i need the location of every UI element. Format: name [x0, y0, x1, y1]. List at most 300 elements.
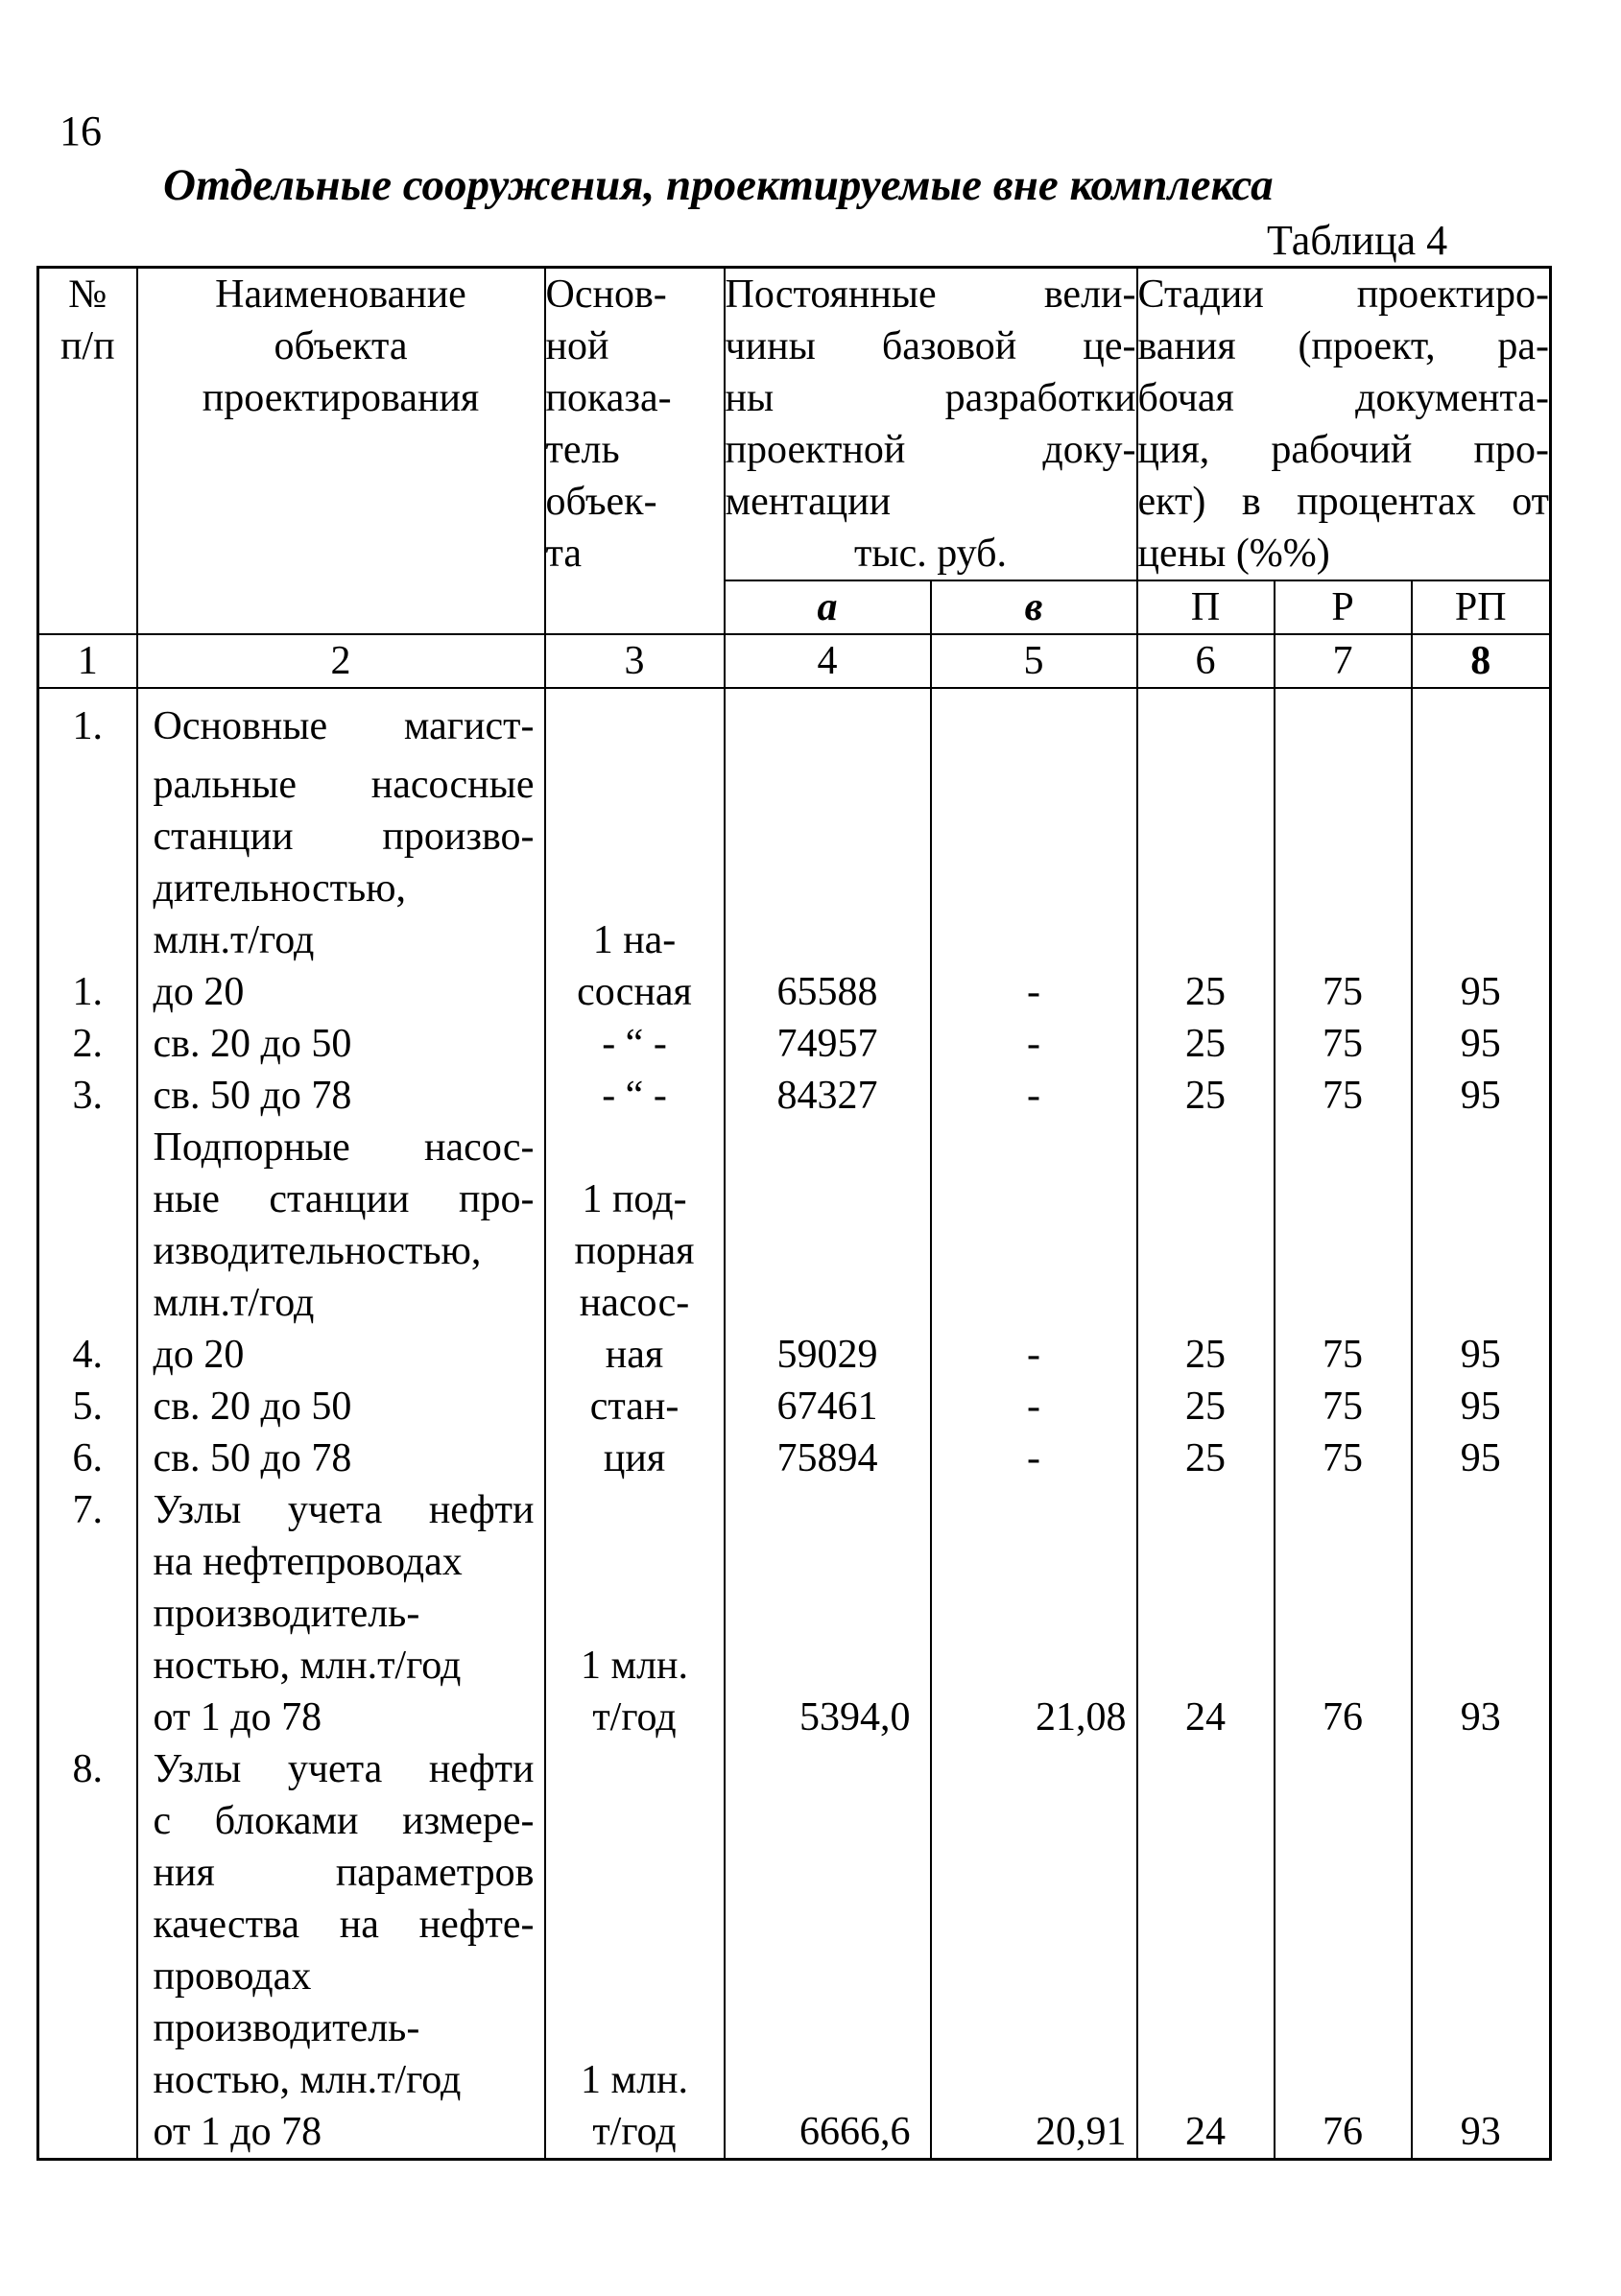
stage-p-percent: [1137, 1484, 1275, 1536]
value-b: [931, 1225, 1137, 1277]
column-number: 2: [137, 634, 545, 688]
cost-table: [36, 266, 1552, 2161]
table-row: [38, 2054, 1551, 2106]
main-indicator: 1 млн.: [545, 1640, 725, 1692]
header-line: цены (%%): [1137, 532, 1330, 576]
value-a: [725, 759, 931, 811]
value-b: [931, 1640, 1137, 1692]
stage-r-percent: [1275, 811, 1412, 863]
stage-rp-percent: [1412, 2002, 1551, 2054]
object-name-text: Узлы учета нефти: [153, 1488, 535, 1532]
value-b: [931, 1277, 1137, 1329]
main-indicator: [545, 1951, 725, 2002]
stage-r-percent: [1275, 1484, 1412, 1536]
object-name-text: качества на нефте-: [153, 1903, 535, 1947]
stage-rp-percent: [1412, 1122, 1551, 1173]
main-indicator: [545, 1588, 725, 1640]
stage-p-percent: [1137, 688, 1275, 759]
row-number: [38, 914, 137, 966]
main-indicator: [545, 1484, 725, 1536]
stage-rp-percent: 95: [1412, 1381, 1551, 1432]
stage-r-percent: [1275, 1847, 1412, 1899]
row-number: [38, 1122, 137, 1173]
table-row: [38, 1588, 1551, 1640]
header-line: тель: [545, 428, 620, 472]
object-name-text: ные станции про-: [153, 1177, 535, 1221]
stage-r-percent: [1275, 1743, 1412, 1795]
value-a: [725, 688, 931, 759]
stage-rp-percent: 93: [1412, 1692, 1551, 1743]
stage-r-percent: [1275, 1640, 1412, 1692]
object-name-text: млн.т/год: [153, 918, 315, 962]
stage-rp-percent: [1412, 1743, 1551, 1795]
row-number: [38, 1225, 137, 1277]
value-b: -: [931, 1432, 1137, 1484]
stage-r-percent: 76: [1275, 1692, 1412, 1743]
table-row: [38, 1329, 1551, 1381]
value-a: [725, 2054, 931, 2106]
header-line: тыс. руб.: [854, 532, 1007, 576]
value-b: -: [931, 966, 1137, 1018]
stage-rp-percent: [1412, 1173, 1551, 1225]
stage-rp-percent: [1412, 863, 1551, 914]
stage-p-percent: [1137, 2054, 1275, 2106]
table-row: [38, 1484, 1551, 1536]
table-row: [38, 1277, 1551, 1329]
header-line: бочая документа-: [1137, 376, 1549, 420]
object-name: [137, 1381, 545, 1432]
value-b: [931, 863, 1137, 914]
stage-rp-percent: [1412, 1225, 1551, 1277]
row-number: [38, 863, 137, 914]
header-line: проектной доку-: [725, 428, 1136, 472]
main-indicator: - “ -: [545, 1070, 725, 1122]
row-number: [38, 1277, 137, 1329]
value-a: [725, 1847, 931, 1899]
object-name: [137, 1692, 545, 1743]
stage-r-percent: [1275, 1225, 1412, 1277]
stage-r-percent: [1275, 1795, 1412, 1847]
object-name: [137, 1277, 545, 1329]
table-row: [38, 1536, 1551, 1588]
main-indicator: 1 под-: [545, 1173, 725, 1225]
header-col2: [137, 268, 545, 635]
stage-r-percent: [1275, 1588, 1412, 1640]
header-line: Наименование: [215, 272, 466, 317]
table-row: [38, 1899, 1551, 1951]
stage-r-percent: 76: [1275, 2106, 1412, 2160]
main-indicator: 1 на-: [545, 914, 725, 966]
value-a: 84327: [725, 1070, 931, 1122]
object-name: [137, 2054, 545, 2106]
stage-rp-percent: 95: [1412, 1018, 1551, 1070]
object-name: [137, 1018, 545, 1070]
object-name: [137, 1329, 545, 1381]
value-a: [725, 1743, 931, 1795]
value-a: 5394,0: [725, 1692, 931, 1743]
table-row: [38, 966, 1551, 1018]
table-label: Таблица 4: [1267, 217, 1448, 264]
table-row: [38, 863, 1551, 914]
object-name: [137, 1951, 545, 2002]
value-a: 59029: [725, 1329, 931, 1381]
header-line: Основ-: [545, 272, 667, 317]
stage-rp-percent: [1412, 1640, 1551, 1692]
object-name-text: ностью, млн.т/год: [153, 1644, 462, 1688]
stage-r-percent: [1275, 1277, 1412, 1329]
value-a: 75894: [725, 1432, 931, 1484]
object-name-text: млн.т/год: [153, 1281, 315, 1325]
object-name: [137, 811, 545, 863]
stage-rp-percent: [1412, 914, 1551, 966]
stage-p-percent: [1137, 2002, 1275, 2054]
stage-p-percent: 25: [1137, 1432, 1275, 1484]
header-line: Постоянные вели-: [725, 272, 1136, 317]
header-line: показа-: [545, 376, 672, 420]
header-line: та: [545, 532, 583, 576]
column-number: 4: [725, 634, 931, 688]
value-a: [725, 2002, 931, 2054]
stage-p-percent: [1137, 1640, 1275, 1692]
stage-rp-percent: 95: [1412, 966, 1551, 1018]
value-a: [725, 1951, 931, 2002]
object-name: [137, 1536, 545, 1588]
subheader-p: П: [1137, 580, 1275, 634]
column-number: 5: [931, 634, 1137, 688]
stage-p-percent: [1137, 914, 1275, 966]
header-line: ект) в процентах от: [1137, 480, 1549, 524]
header-line: проектирования: [202, 376, 480, 420]
object-name-text: до 20: [153, 1333, 245, 1377]
stage-p-percent: 24: [1137, 1692, 1275, 1743]
stage-p-percent: [1137, 1588, 1275, 1640]
row-number: [38, 1847, 137, 1899]
stage-r-percent: [1275, 1536, 1412, 1588]
row-number: [38, 811, 137, 863]
value-b: [931, 1847, 1137, 1899]
value-a: [725, 1588, 931, 1640]
stage-r-percent: [1275, 1951, 1412, 2002]
main-indicator: т/год: [545, 1692, 725, 1743]
stage-r-percent: [1275, 1122, 1412, 1173]
object-name-text: дительностью,: [153, 866, 407, 911]
subheader-rp: РП: [1412, 580, 1551, 634]
object-name-text: на нефтепроводах: [153, 1540, 463, 1584]
object-name: [137, 1847, 545, 1899]
column-number: 8: [1412, 634, 1551, 688]
object-name: [137, 1070, 545, 1122]
value-b: [931, 1536, 1137, 1588]
table-row: [38, 1951, 1551, 2002]
main-indicator: [545, 1795, 725, 1847]
stage-rp-percent: [1412, 1795, 1551, 1847]
row-number: [38, 2106, 137, 2160]
stage-r-percent: [1275, 863, 1412, 914]
header-row: [38, 268, 1551, 581]
object-name-text: станции произво-: [153, 815, 535, 859]
value-a: 65588: [725, 966, 931, 1018]
object-name: [137, 759, 545, 811]
row-number: 1.: [38, 966, 137, 1018]
value-b: [931, 759, 1137, 811]
value-b: [931, 1743, 1137, 1795]
stage-r-percent: [1275, 1899, 1412, 1951]
stage-p-percent: 25: [1137, 1329, 1275, 1381]
value-b: -: [931, 1381, 1137, 1432]
header-line: чины базовой це-: [725, 324, 1136, 368]
table-row: [38, 1743, 1551, 1795]
main-indicator: [545, 811, 725, 863]
stage-r-percent: [1275, 2002, 1412, 2054]
row-number: [38, 1951, 137, 2002]
stage-p-percent: [1137, 1122, 1275, 1173]
object-name: [137, 2002, 545, 2054]
stage-rp-percent: [1412, 1899, 1551, 1951]
stage-r-percent: 75: [1275, 1329, 1412, 1381]
value-b: [931, 688, 1137, 759]
object-name: [137, 1122, 545, 1173]
row-number: 2.: [38, 1018, 137, 1070]
stage-rp-percent: 95: [1412, 1329, 1551, 1381]
main-indicator: [545, 863, 725, 914]
value-b: [931, 1951, 1137, 2002]
value-b: [931, 1122, 1137, 1173]
stage-rp-percent: [1412, 811, 1551, 863]
header-line: ной: [545, 324, 609, 368]
stage-r-percent: 75: [1275, 1432, 1412, 1484]
object-name: [137, 1743, 545, 1795]
table-row: [38, 811, 1551, 863]
object-name-text: св. 20 до 50: [153, 1385, 352, 1429]
value-a: [725, 914, 931, 966]
row-number: 4.: [38, 1329, 137, 1381]
stage-rp-percent: 93: [1412, 2106, 1551, 2160]
object-name-text: Основные магист-: [153, 704, 535, 748]
header-line: Стадии проектиро-: [1137, 272, 1549, 317]
header-line: ментации: [725, 480, 892, 524]
table-row: [38, 1640, 1551, 1692]
stage-p-percent: [1137, 1536, 1275, 1588]
row-number: [38, 2002, 137, 2054]
object-name-text: производитель-: [153, 1592, 420, 1636]
header-line: вания (проект, ра-: [1137, 324, 1549, 368]
main-indicator: сосная: [545, 966, 725, 1018]
table-row: [38, 914, 1551, 966]
stage-rp-percent: [1412, 1847, 1551, 1899]
object-name: [137, 1588, 545, 1640]
header-col1: [38, 268, 137, 635]
row-number: [38, 1692, 137, 1743]
header-line: ция, рабочий про-: [1137, 428, 1549, 472]
main-indicator: [545, 1847, 725, 1899]
value-b: [931, 2054, 1137, 2106]
header-line: п/п: [60, 324, 115, 368]
object-name: [137, 1225, 545, 1277]
main-indicator: порная: [545, 1225, 725, 1277]
object-name: [137, 1640, 545, 1692]
value-a: [725, 1640, 931, 1692]
main-indicator: [545, 759, 725, 811]
object-name-text: с блоками измере-: [153, 1799, 535, 1843]
object-name: [137, 1173, 545, 1225]
stage-r-percent: [1275, 914, 1412, 966]
object-name: [137, 1484, 545, 1536]
stage-p-percent: [1137, 863, 1275, 914]
stage-r-percent: [1275, 2054, 1412, 2106]
value-b: 21,08: [931, 1692, 1137, 1743]
table-row: [38, 1173, 1551, 1225]
table-row: [38, 1018, 1551, 1070]
value-b: -: [931, 1070, 1137, 1122]
stage-p-percent: [1137, 1277, 1275, 1329]
stage-rp-percent: 95: [1412, 1070, 1551, 1122]
table-row: [38, 1795, 1551, 1847]
stage-p-percent: 25: [1137, 1018, 1275, 1070]
row-number: 1.: [38, 688, 137, 759]
value-b: [931, 2002, 1137, 2054]
main-indicator: [545, 1536, 725, 1588]
stage-p-percent: 25: [1137, 1070, 1275, 1122]
value-b: -: [931, 1329, 1137, 1381]
stage-p-percent: [1137, 1951, 1275, 2002]
stage-r-percent: 75: [1275, 1018, 1412, 1070]
main-indicator: [545, 688, 725, 759]
column-number-row: [38, 634, 1551, 688]
stage-p-percent: [1137, 1899, 1275, 1951]
value-a: [725, 1277, 931, 1329]
value-a: [725, 1795, 931, 1847]
stage-p-percent: 25: [1137, 1381, 1275, 1432]
object-name: [137, 688, 545, 759]
object-name: [137, 2106, 545, 2160]
object-name-text: производитель-: [153, 2006, 420, 2050]
stage-r-percent: [1275, 688, 1412, 759]
value-b: 20,91: [931, 2106, 1137, 2160]
row-number: [38, 759, 137, 811]
value-b: [931, 1795, 1137, 1847]
stage-rp-percent: [1412, 1277, 1551, 1329]
main-indicator: ная: [545, 1329, 725, 1381]
header-base-price: [725, 268, 1137, 581]
row-number: [38, 1640, 137, 1692]
value-b: [931, 1899, 1137, 1951]
stage-r-percent: 75: [1275, 1070, 1412, 1122]
object-name-text: Узлы учета нефти: [153, 1747, 535, 1791]
column-number: 6: [1137, 634, 1275, 688]
stage-p-percent: 25: [1137, 966, 1275, 1018]
stage-p-percent: [1137, 1795, 1275, 1847]
main-indicator: т/год: [545, 2106, 725, 2160]
stage-rp-percent: [1412, 688, 1551, 759]
row-number: 5.: [38, 1381, 137, 1432]
stage-p-percent: [1137, 1743, 1275, 1795]
stage-rp-percent: [1412, 1484, 1551, 1536]
table-row: [38, 1692, 1551, 1743]
main-indicator: ция: [545, 1432, 725, 1484]
table-row: [38, 1122, 1551, 1173]
row-number: [38, 1588, 137, 1640]
object-name-text: до 20: [153, 970, 245, 1014]
row-number: [38, 1795, 137, 1847]
value-b: -: [931, 1018, 1137, 1070]
row-number: 8.: [38, 1743, 137, 1795]
table-row: [38, 1381, 1551, 1432]
object-name: [137, 966, 545, 1018]
subheader-b: в: [931, 580, 1137, 634]
value-a: [725, 1173, 931, 1225]
stage-p-percent: [1137, 811, 1275, 863]
row-number: [38, 2054, 137, 2106]
object-name: [137, 914, 545, 966]
row-number: [38, 1173, 137, 1225]
value-a: 74957: [725, 1018, 931, 1070]
table-row: [38, 1070, 1551, 1122]
object-name: [137, 1795, 545, 1847]
main-indicator: насос-: [545, 1277, 725, 1329]
table-row: [38, 2002, 1551, 2054]
header-col3: [545, 268, 725, 635]
stage-rp-percent: [1412, 1536, 1551, 1588]
stage-r-percent: [1275, 759, 1412, 811]
stage-p-percent: [1137, 759, 1275, 811]
header-stages: [1137, 268, 1551, 581]
stage-r-percent: [1275, 1173, 1412, 1225]
stage-rp-percent: [1412, 2054, 1551, 2106]
value-b: [931, 1484, 1137, 1536]
main-indicator: [545, 1899, 725, 1951]
object-name: [137, 863, 545, 914]
object-name-text: Подпорные насос-: [153, 1125, 535, 1170]
table-row: [38, 759, 1551, 811]
value-b: [931, 1588, 1137, 1640]
header-line: №: [68, 272, 107, 317]
row-number: 3.: [38, 1070, 137, 1122]
row-number: [38, 1899, 137, 1951]
object-name-text: ральные насосные: [153, 763, 535, 807]
value-b: [931, 914, 1137, 966]
table-row: [38, 1847, 1551, 1899]
header-line: объекта: [274, 324, 408, 368]
section-title: Отдельные сооружения, проектируемые вне комплекса: [163, 160, 1274, 210]
object-name-text: ния параметров: [153, 1851, 535, 1895]
object-name-text: св. 50 до 78: [153, 1436, 352, 1480]
table-row: [38, 2106, 1551, 2160]
stage-p-percent: [1137, 1225, 1275, 1277]
column-number: 1: [38, 634, 137, 688]
stage-p-percent: [1137, 1847, 1275, 1899]
column-number: 3: [545, 634, 725, 688]
stage-rp-percent: [1412, 1588, 1551, 1640]
value-a: [725, 1122, 931, 1173]
main-indicator: 1 млн.: [545, 2054, 725, 2106]
value-b: [931, 811, 1137, 863]
main-indicator: стан-: [545, 1381, 725, 1432]
object-name-text: изводительностью,: [153, 1229, 482, 1273]
stage-r-percent: 75: [1275, 1381, 1412, 1432]
object-name-text: св. 20 до 50: [153, 1022, 352, 1066]
table-row: [38, 1225, 1551, 1277]
page-number: 16: [60, 107, 102, 154]
stage-p-percent: [1137, 1173, 1275, 1225]
object-name-text: от 1 до 78: [153, 2110, 322, 2154]
object-name: [137, 1899, 545, 1951]
stage-p-percent: 24: [1137, 2106, 1275, 2160]
subheader-r: Р: [1275, 580, 1412, 634]
row-number: [38, 1536, 137, 1588]
object-name-text: проводах: [153, 1954, 312, 1999]
subheader-a: а: [725, 580, 931, 634]
value-a: [725, 811, 931, 863]
